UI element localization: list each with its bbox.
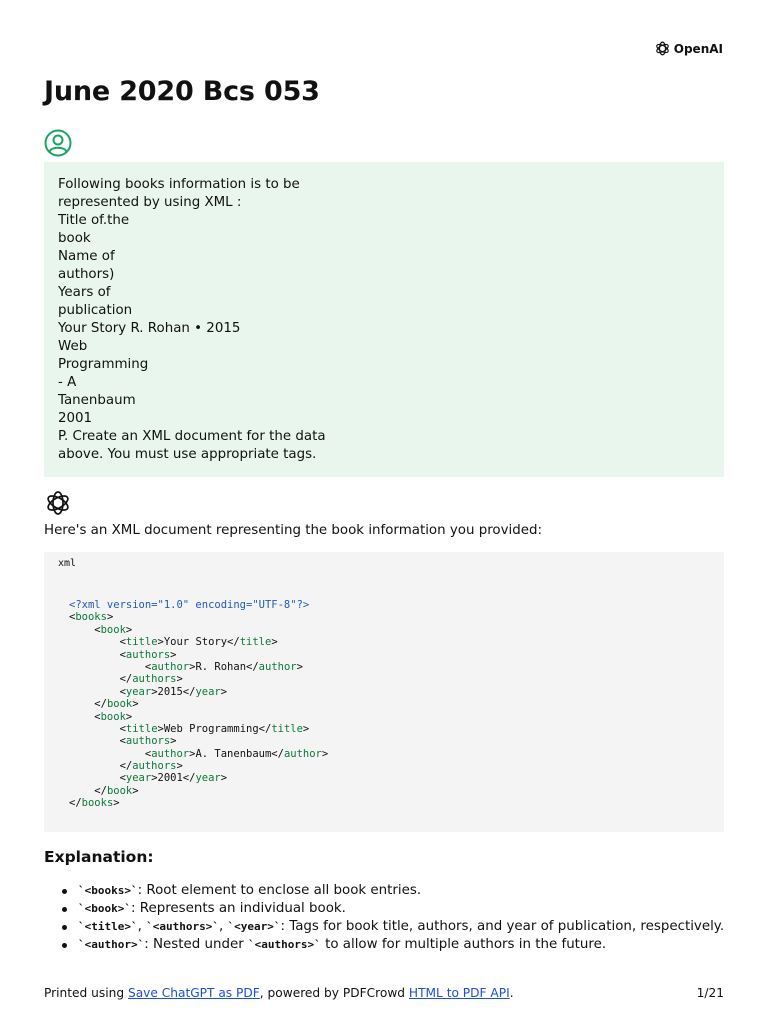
code-language-label: xml	[58, 558, 77, 569]
code-token: <?xml version="1.0" encoding="UTF-8"?>	[69, 599, 310, 611]
code-line	[69, 661, 328, 673]
code-line	[69, 735, 328, 747]
user-avatar-icon	[44, 129, 72, 157]
code-token: >	[296, 660, 303, 673]
code-token: book	[106, 784, 133, 797]
list-item	[44, 900, 724, 918]
code-token: >2015</	[151, 685, 196, 698]
question-text: Following books information is to be represented by using XML : Title of.the book Name of authors) Years of publication Your Story R. Rohan • 2015 Web Programming - A Tanenbaum 2001 P. Create an XML document for the data above. You must use appropriate tags.	[58, 177, 326, 462]
code-token: </	[69, 784, 107, 797]
code-line	[69, 698, 328, 710]
html-to-pdf-api-link[interactable]: HTML to PDF API	[408, 986, 510, 1000]
code-token: book	[106, 698, 133, 711]
code-token: title	[125, 722, 158, 735]
code-token: year	[195, 772, 221, 785]
page-title: June 2020 Bcs 053	[44, 76, 320, 107]
code-token: >	[220, 772, 228, 785]
code-line	[69, 599, 328, 611]
code-line	[69, 636, 328, 648]
chatgpt-icon	[44, 489, 72, 517]
code-token: </	[69, 673, 133, 686]
code-token: books	[81, 797, 114, 810]
code-token: year	[125, 685, 152, 698]
openai-logo-icon	[654, 40, 671, 57]
code-line	[69, 611, 328, 623]
code-token: <	[69, 772, 126, 785]
code-token: >	[302, 722, 310, 735]
code-line	[69, 760, 328, 772]
code-token: <	[69, 722, 126, 735]
code-token: author	[283, 747, 322, 760]
list-item-text: to allow for multiple authors in the future.	[320, 937, 607, 952]
inline-code: `<title>`	[78, 920, 138, 933]
code-token: book	[100, 710, 126, 723]
code-token: <	[69, 660, 152, 673]
footer-middle: , powered by PDFCrowd	[259, 986, 409, 1000]
explanation-list	[44, 882, 724, 954]
inline-code: `<authors>`	[247, 938, 321, 951]
code-token: >R. Rohan</	[189, 660, 259, 673]
code-token: title	[271, 722, 303, 735]
list-item	[44, 882, 724, 900]
code-token: <	[69, 747, 152, 760]
inline-code: `<year>`	[227, 920, 281, 933]
list-item-text: ,	[137, 919, 147, 934]
footer-suffix: .	[509, 986, 514, 1000]
code-token: <	[69, 636, 126, 649]
code-token: year	[195, 685, 221, 698]
inline-code: `<book>`	[78, 902, 131, 915]
code-line	[69, 785, 328, 797]
code-token: authors	[132, 760, 177, 773]
code-line	[69, 686, 328, 698]
list-item	[44, 936, 724, 954]
list-item-text: : Tags for book title, authors, and year of publication, respectively.	[280, 919, 725, 934]
code-token: >	[271, 636, 278, 649]
footer-prefix: Printed using	[44, 986, 128, 1000]
code-token: >	[321, 747, 329, 760]
code-token: <	[69, 648, 126, 661]
list-item-text: ,	[218, 919, 228, 934]
code-token: >	[176, 760, 183, 773]
code-token: </	[69, 698, 107, 711]
code-token: author	[151, 660, 190, 673]
save-chatgpt-pdf-link[interactable]: Save ChatGPT as PDF	[127, 986, 260, 1000]
code-token: authors	[132, 673, 177, 686]
code-token: author	[151, 747, 190, 760]
code-token: books	[75, 611, 107, 624]
code-token: >	[106, 611, 114, 624]
page-number: 1/21	[696, 986, 724, 1000]
list-item-text: : Represents an individual book.	[130, 901, 346, 916]
code-block	[44, 552, 724, 832]
code-line	[69, 723, 328, 735]
xml-code	[69, 599, 328, 810]
code-token: year	[125, 772, 152, 785]
code-token: author	[258, 660, 297, 673]
code-token: >	[113, 797, 120, 810]
inline-code: `<books>`	[78, 884, 138, 897]
code-token: >Web Programming</	[157, 722, 272, 735]
user-question-box	[44, 162, 724, 477]
code-token: authors	[125, 735, 171, 748]
code-token: >	[170, 735, 177, 748]
list-item	[44, 918, 724, 936]
code-line	[69, 772, 328, 784]
code-token: <	[69, 710, 101, 723]
code-token: >Your Story</	[157, 636, 240, 649]
code-line	[69, 673, 328, 685]
code-token: >	[176, 673, 183, 686]
code-token: >A. Tanenbaum</	[189, 747, 284, 760]
code-token: <	[69, 735, 126, 748]
code-token: >	[170, 648, 177, 661]
inline-code: `<author>`	[78, 938, 145, 951]
inline-code: `<authors>`	[146, 920, 219, 933]
code-line	[69, 748, 328, 760]
code-token: </	[69, 797, 82, 810]
code-token: >2001</	[151, 772, 196, 785]
code-token: >	[125, 710, 133, 723]
brand-label: OpenAI	[673, 41, 723, 56]
list-item-text: : Nested under	[144, 937, 248, 952]
code-token: <	[69, 623, 101, 636]
code-token: book	[100, 623, 126, 636]
code-line	[69, 711, 328, 723]
code-token: <	[69, 611, 76, 624]
code-token: title	[239, 636, 272, 649]
code-line	[69, 649, 328, 661]
explanation-heading: Explanation:	[44, 848, 154, 866]
code-token: title	[125, 636, 158, 649]
code-token: >	[220, 685, 228, 698]
code-line	[69, 797, 328, 809]
answer-intro: Here's an XML document representing the book information you provided:	[44, 523, 543, 538]
code-token: <	[69, 685, 126, 698]
code-line	[69, 624, 328, 636]
code-token: >	[132, 784, 139, 797]
code-token: >	[132, 698, 139, 711]
openai-brand	[654, 40, 723, 57]
code-token: </	[69, 760, 133, 773]
code-token: >	[125, 623, 133, 636]
list-item-text: : Root element to enclose all book entries.	[137, 883, 422, 898]
footer	[44, 985, 724, 1001]
code-token: authors	[125, 648, 171, 661]
